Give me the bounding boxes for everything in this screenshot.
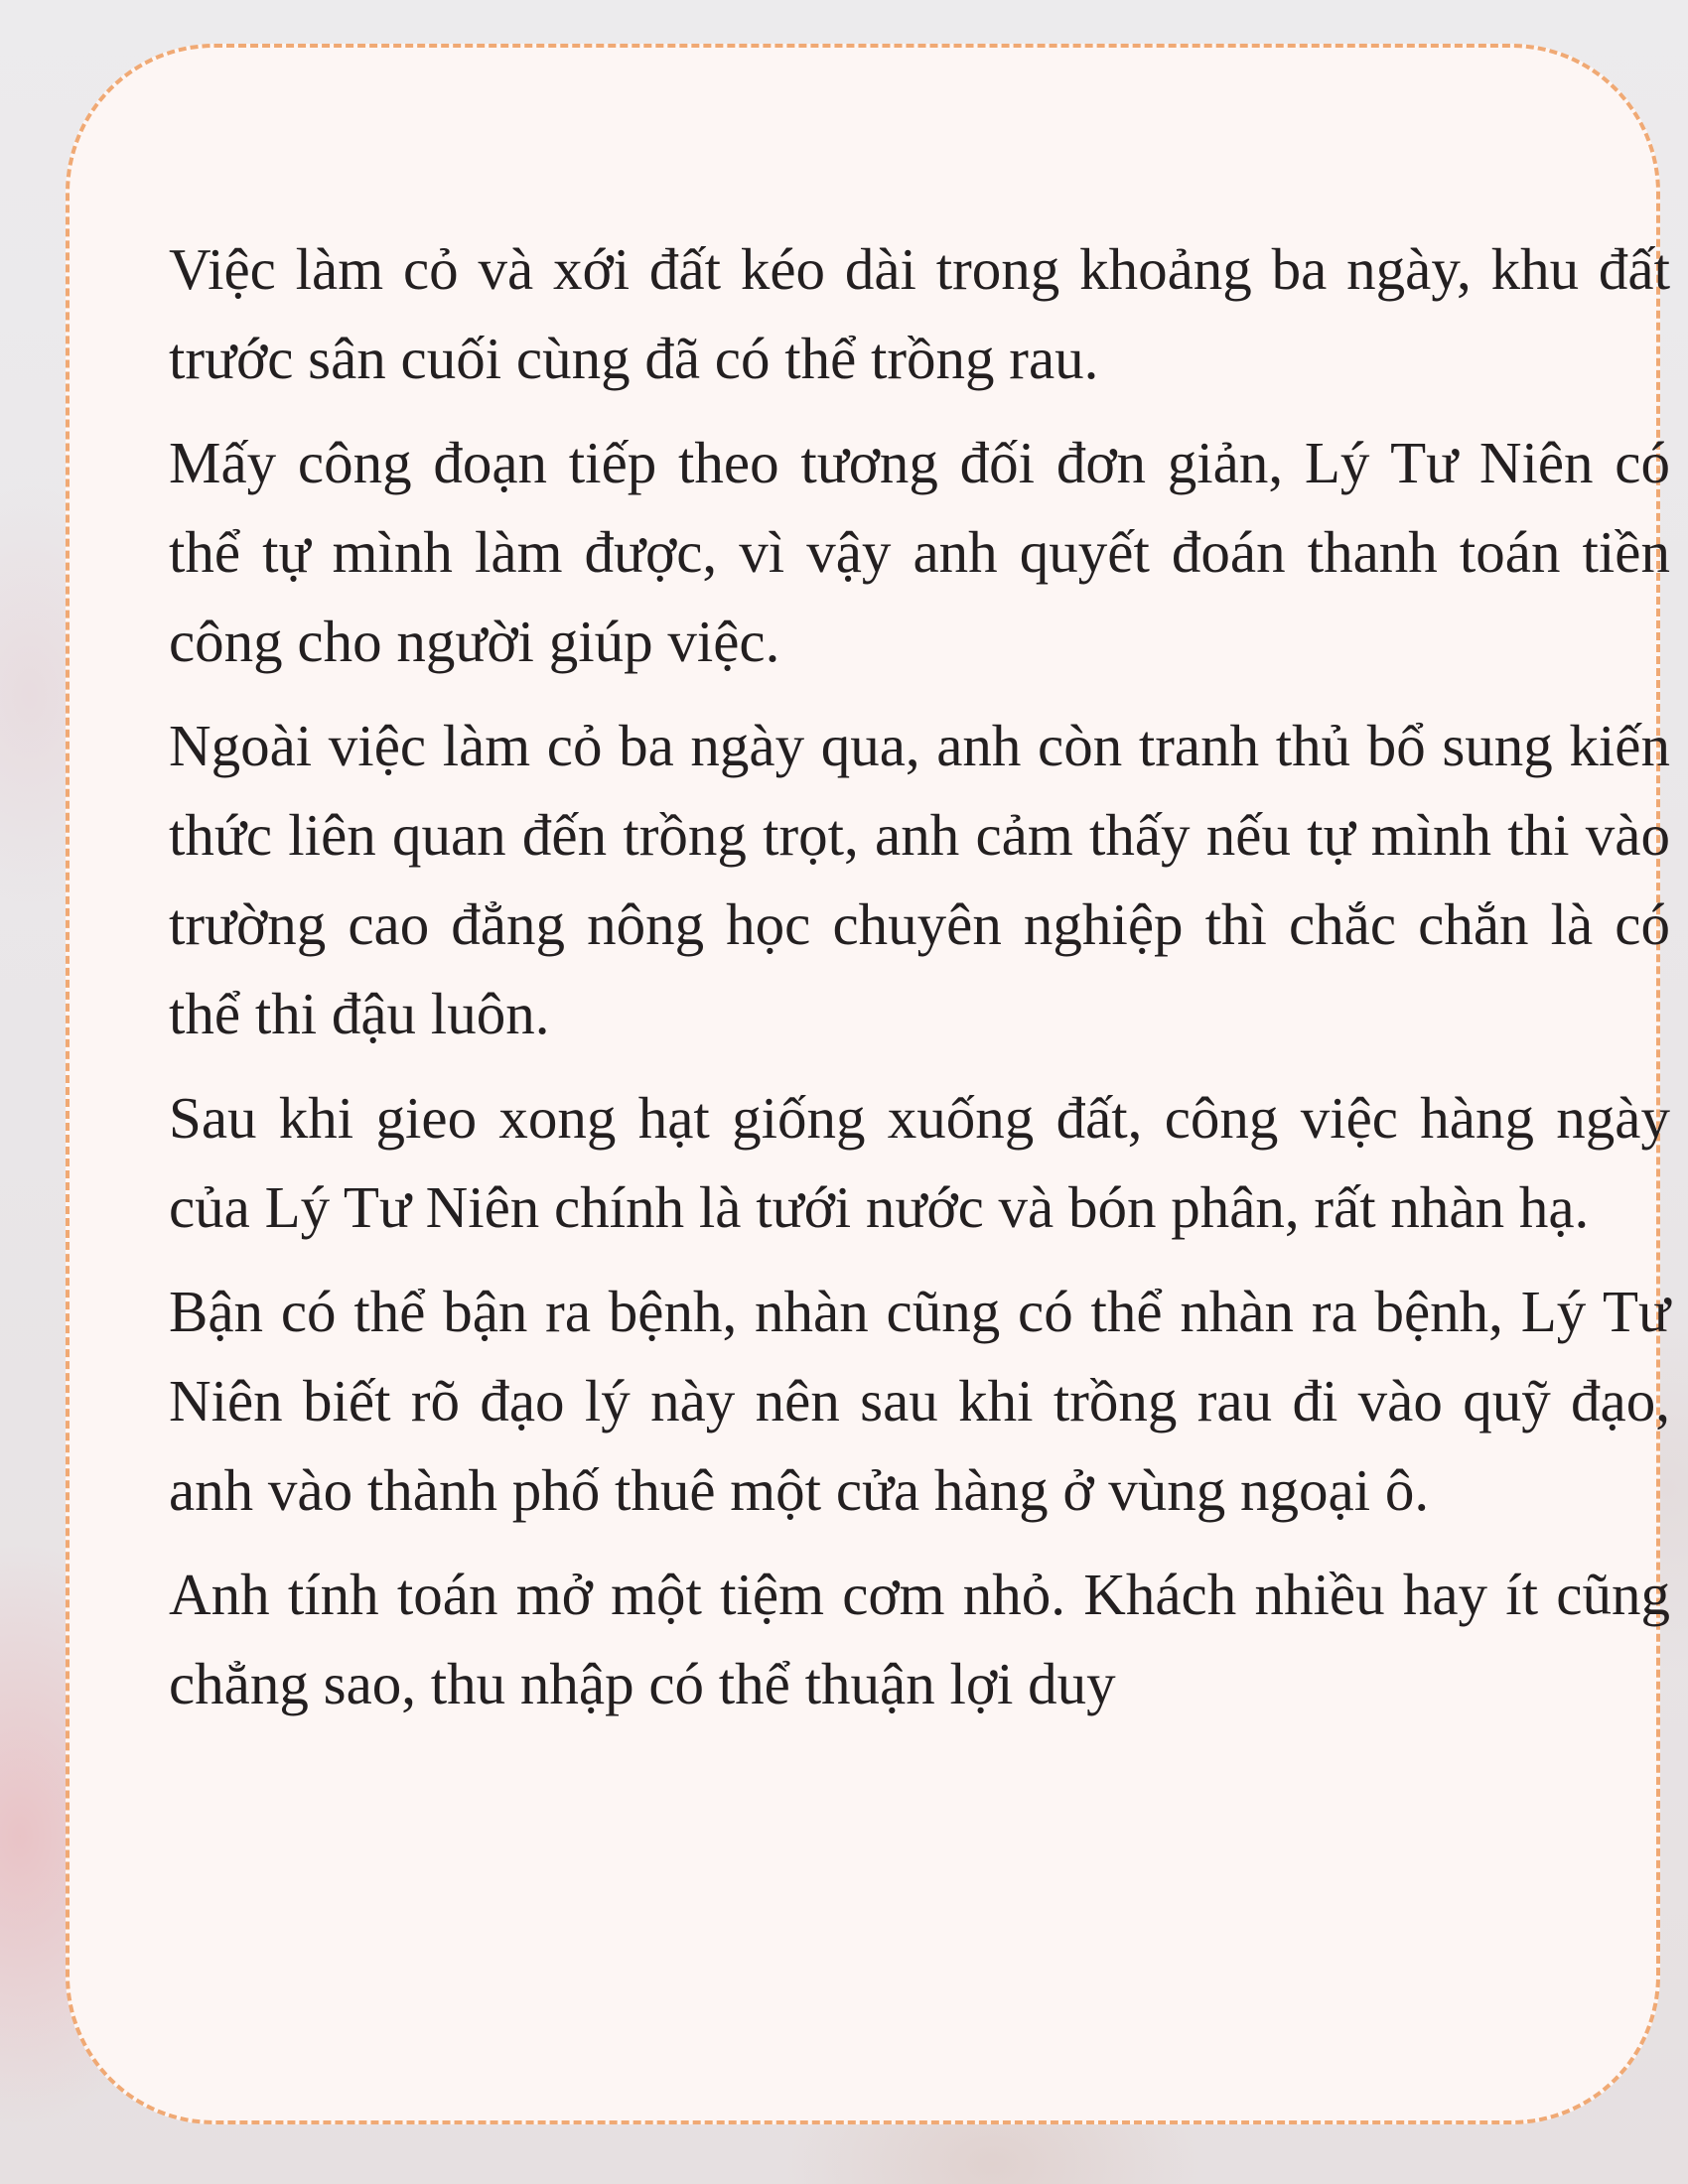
paragraph-3: Ngoài việc làm cỏ ba ngày qua, anh còn tranh thủ bổ sung kiến thức liên quan đến trồng trọt, anh cảm thấy nếu tự mình thi vào trường cao đẳng nông học chuyên nghiệp thì chắc chắn là có thể thi đậu luôn. bbox=[169, 713, 1670, 1046]
paragraph-1: Việc làm cỏ và xới đất kéo dài trong khoảng ba ngày, khu đất trước sân cuối cùng đã có thể trồng rau. bbox=[169, 236, 1670, 391]
paragraph-5: Bận có thể bận ra bệnh, nhàn cũng có thể nhàn ra bệnh, Lý Tư Niên biết rõ đạo lý này nên sau khi trồng rau đi vào quỹ đạo, anh vào thành phố thuê một cửa hàng ở vùng ngoại ô. bbox=[169, 1279, 1670, 1523]
paragraph-6: Anh tính toán mở một tiệm cơm nhỏ. Khách nhiều hay ít cũng chẳng sao, thu nhập có thể thuận lợi duy bbox=[169, 1562, 1670, 1716]
story-text bbox=[169, 224, 1670, 1743]
paragraph-4: Sau khi gieo xong hạt giống xuống đất, công việc hàng ngày của Lý Tư Niên chính là tưới nước và bón phân, rất nhàn hạ. bbox=[169, 1085, 1670, 1240]
paragraph-2: Mấy công đoạn tiếp theo tương đối đơn giản, Lý Tư Niên có thể tự mình làm được, vì vậy anh quyết đoán thanh toán tiền công cho người giúp việc. bbox=[169, 430, 1670, 674]
text-card bbox=[66, 44, 1670, 2124]
